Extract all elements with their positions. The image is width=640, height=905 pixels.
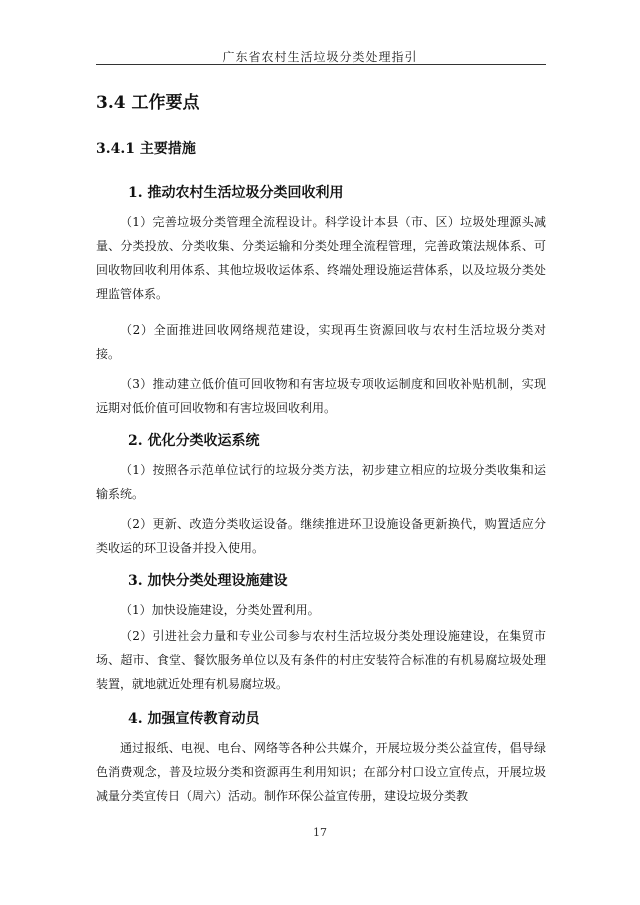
measure-1-title: 1. 推动农村生活垃圾分类回收利用 [128,185,344,201]
header-rule [96,64,546,65]
measure-2-title: 2. 优化分类收运系统 [128,433,260,449]
measure-1-paragraph-1: （1）完善垃圾分类管理全流程设计。科学设计本县（市、区）垃圾处理源头减量、分类投放、分类收集、分类运输和分类处理全流程管理，完善政策法规体系、可回收物回收利用体系、其他垃圾收运体系、终端处理设施运营体系，以及垃圾分类处理监管体系。 [96,215,546,301]
measure-1-paragraph-3: （3）推动建立低价值可回收物和有害垃圾专项收运制度和回收补贴机制，实现远期对低价值可回收物和有害垃圾回收利用。 [96,377,546,415]
page-number: 17 [313,826,327,839]
running-header: 广东省农村生活垃圾分类处理指引 [222,50,418,64]
measure-3-title: 3. 加快分类处理设施建设 [128,573,288,589]
section-heading: 3.4 工作要点 [96,93,200,113]
measure-3-paragraph-2: （2）引进社会力量和专业公司参与农村生活垃圾分类处理设施建设，在集贸市场、超市、食堂、餐饮服务单位以及有条件的村庄安装符合标准的有机易腐垃圾处理装置，就地就近处理有机易腐垃圾。 [96,629,546,691]
measure-4-paragraph-1: 通过报纸、电视、电台、网络等各种公共媒介，开展垃圾分类公益宣传，倡导绿色消费观念，普及垃圾分类和资源再生利用知识；在部分村口设立宣传点，开展垃圾减量分类宣传日（周六）活动。制作环保公益宣传册，建设垃圾分类教 [96,741,546,803]
measure-2-paragraph-1: （1）按照各示范单位试行的垃圾分类方法，初步建立相应的垃圾分类收集和运输系统。 [96,463,546,501]
measure-4-title: 4. 加强宣传教育动员 [128,711,260,727]
measure-3-paragraph-1: （1）加快设施建设，分类处置利用。 [120,603,320,617]
measure-1-paragraph-2: （2）全面推进回收网络规范建设，实现再生资源回收与农村生活垃圾分类对接。 [96,323,546,361]
measure-2-paragraph-2: （2）更新、改造分类收运设备。继续推进环卫设施设备更新换代，购置适应分类收运的环卫设备并投入使用。 [96,517,546,555]
subsection-heading: 3.4.1 主要措施 [96,141,196,157]
